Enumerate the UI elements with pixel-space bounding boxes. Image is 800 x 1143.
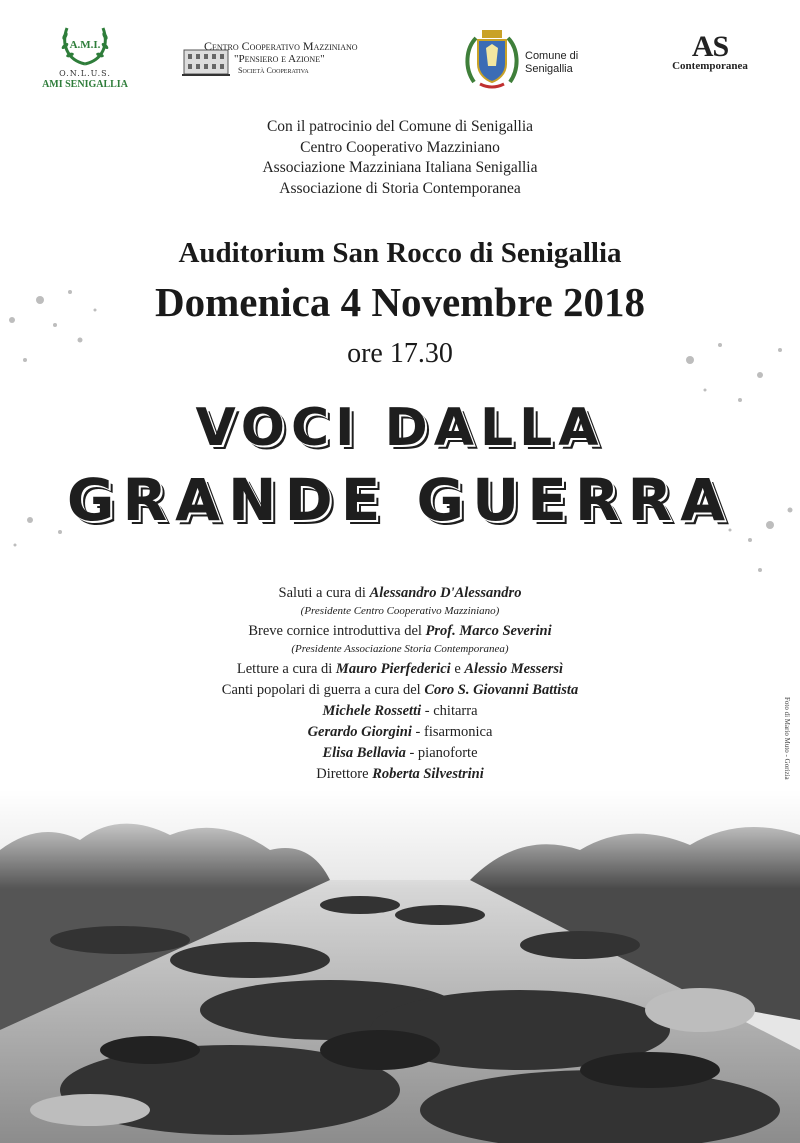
patronage-block <box>0 117 800 199</box>
logo-bar <box>0 0 800 110</box>
choir-name: Coro S. Giovanni Battista <box>424 682 579 698</box>
program-text: Canti popolari di guerra a cura del <box>221 682 425 698</box>
speaker-role: (Presidente Centro Cooperativo Mazziniano) <box>300 605 500 617</box>
musician-guitar <box>0 701 800 722</box>
reader-name: Mauro Pierfederici <box>335 661 451 677</box>
program-greetings <box>0 583 800 604</box>
musician-instrument: - chitarra <box>421 703 478 719</box>
patronage-line: Centro Cooperativo Mazziniano <box>300 138 500 156</box>
musician-accordion <box>0 722 800 743</box>
reader-name: Alessio Messersì <box>464 661 564 677</box>
musician-name: Michele Rossetti <box>322 703 422 719</box>
event-time: ore 17.30 <box>347 338 453 369</box>
comune-line-1: Comune di <box>525 50 579 62</box>
patronage-line: Associazione di Storia Contemporanea <box>279 179 521 197</box>
event-venue: Auditorium San Rocco di Senigallia <box>178 237 622 269</box>
program-text: Breve cornice introduttiva del <box>248 623 426 639</box>
ccm-type: Società Cooperativa <box>238 66 309 75</box>
coat-of-arms-icon <box>462 28 522 90</box>
event-date: Domenica 4 Novembre 2018 <box>154 279 646 325</box>
ccm-motto: "Pensiero e Azione" <box>234 53 325 65</box>
patronage-line: Con il patrocinio del Comune di Senigallia <box>266 118 534 135</box>
as-contemporanea-label: Contemporanea <box>672 60 748 72</box>
program-readings <box>0 659 800 680</box>
program-text: Letture a cura di <box>236 661 336 677</box>
program-director <box>0 764 800 785</box>
comune-logo <box>462 28 592 90</box>
speaker-role: (Presidente Associazione Storia Contemporanea) <box>291 643 509 655</box>
ccm-logo <box>182 38 392 78</box>
speaker-name: Prof. Marco Severini <box>425 623 552 639</box>
ccm-name: Centro Cooperativo Mazziniano <box>204 39 358 53</box>
speaker-name: Alessandro D'Alessandro <box>369 585 522 601</box>
ami-onlus-label: O.N.L.U.S. <box>59 69 111 78</box>
program-text: Saluti a cura di <box>278 585 370 601</box>
musician-name: Gerardo Giorgini <box>307 724 412 740</box>
ami-logo <box>40 22 130 90</box>
as-contemporanea-logo <box>660 32 760 72</box>
as-monogram: AS <box>691 30 729 63</box>
laurel-wreath-icon <box>57 22 113 68</box>
program-songs <box>0 680 800 701</box>
patronage-line: Associazione Mazziniana Italiana Senigallia <box>262 159 538 176</box>
photo-credit-text: Foto di Mario Muto - Gorizia <box>783 697 791 780</box>
musician-instrument: - fisarmonica <box>411 724 493 740</box>
director-name: Roberta Silvestrini <box>372 766 484 782</box>
program-text: Direttore <box>316 766 373 782</box>
program-block <box>0 583 800 785</box>
musician-instrument: - pianoforte <box>405 745 478 761</box>
event-title-line-1: VOCI DALLA <box>195 398 605 458</box>
musician-piano <box>0 743 800 764</box>
program-intro <box>0 621 800 642</box>
comune-line-2: Senigallia <box>525 63 573 75</box>
comune-label <box>525 50 578 76</box>
musician-name: Elisa Bellavia <box>322 745 406 761</box>
war-photograph <box>0 790 800 1143</box>
svg-text:A.M.I.: A.M.I. <box>69 39 101 51</box>
program-text: e <box>450 661 465 677</box>
event-title-line-2: GRANDE GUERRA <box>66 466 734 534</box>
ami-name: AMI SENIGALLIA <box>42 79 128 90</box>
